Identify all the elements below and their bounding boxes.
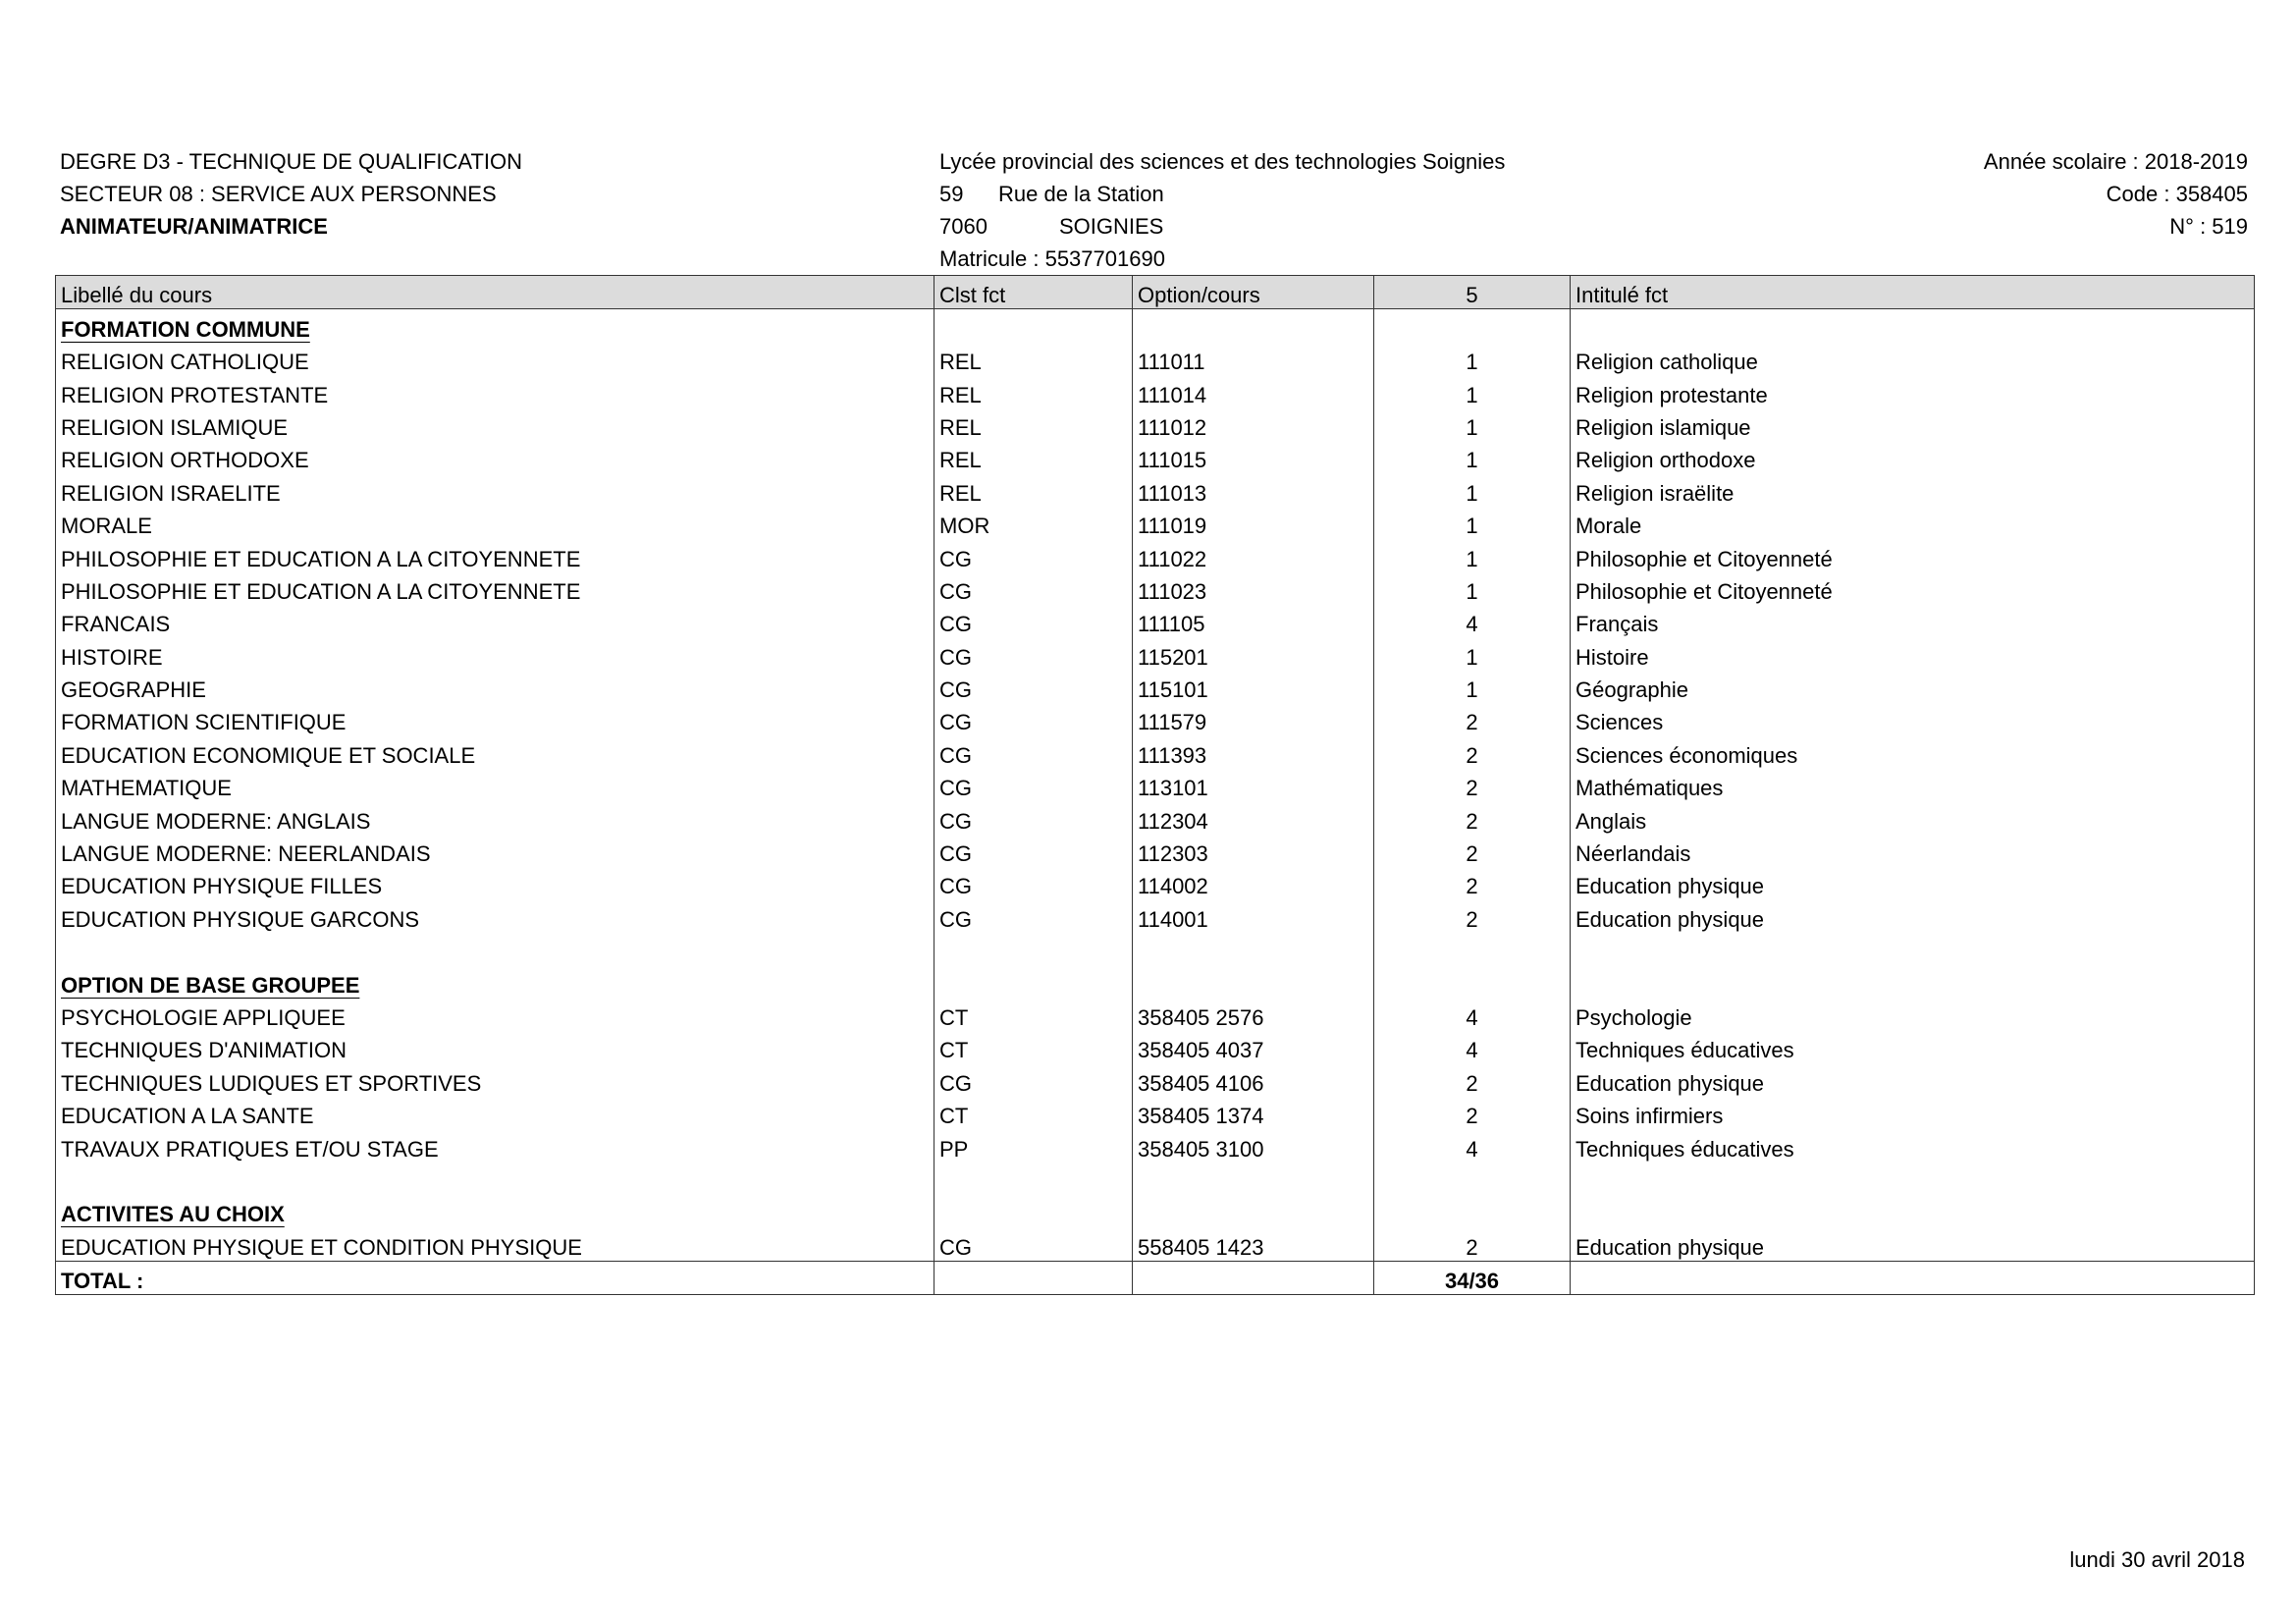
table-row — [56, 999, 2255, 1031]
course-title: Religion catholique — [1571, 343, 2255, 375]
section-title: ACTIVITES AU CHOIX — [61, 1202, 285, 1227]
course-class: CG — [934, 572, 1133, 605]
table-row — [56, 735, 2255, 768]
table-row — [56, 671, 2255, 703]
course-class: REL — [934, 441, 1133, 473]
section-header-row — [56, 1195, 2255, 1227]
course-name: EDUCATION PHYSIQUE FILLES — [56, 867, 934, 899]
course-option: 111014 — [1133, 375, 1374, 407]
course-class: CT — [934, 1097, 1133, 1129]
empty-cell — [934, 1163, 1133, 1195]
course-option: 112303 — [1133, 835, 1374, 867]
course-option: 112304 — [1133, 801, 1374, 834]
course-hours: 1 — [1374, 507, 1571, 539]
empty-cell — [56, 933, 934, 965]
empty-cell — [1133, 965, 1374, 998]
course-option: 113101 — [1133, 769, 1374, 801]
course-hours: 2 — [1374, 899, 1571, 932]
course-title: Religion protestante — [1571, 375, 2255, 407]
course-class: CG — [934, 899, 1133, 932]
course-name: FORMATION SCIENTIFIQUE — [56, 703, 934, 735]
course-hours: 1 — [1374, 671, 1571, 703]
street-number: 59 — [939, 182, 964, 206]
table-row — [56, 867, 2255, 899]
course-name: EDUCATION PHYSIQUE GARCONS — [56, 899, 934, 932]
course-class: CG — [934, 735, 1133, 768]
course-title: Religion israëlite — [1571, 473, 2255, 506]
empty-cell — [934, 309, 1133, 343]
course-name: PHILOSOPHIE ET EDUCATION A LA CITOYENNETE — [56, 539, 934, 571]
empty-cell — [1374, 965, 1571, 998]
course-title: Religion orthodoxe — [1571, 441, 2255, 473]
course-name: GEOGRAPHIE — [56, 671, 934, 703]
table-row — [56, 637, 2255, 670]
course-title: Sciences — [1571, 703, 2255, 735]
course-name: MORALE — [56, 507, 934, 539]
course-title: Education physique — [1571, 1227, 2255, 1261]
degree-label: DEGRE D3 - TECHNIQUE DE QUALIFICATION — [60, 149, 523, 174]
table-row — [56, 408, 2255, 441]
course-title: Histoire — [1571, 637, 2255, 670]
course-class: REL — [934, 343, 1133, 375]
course-option: 111013 — [1133, 473, 1374, 506]
table-row — [56, 605, 2255, 637]
course-hours: 2 — [1374, 1097, 1571, 1129]
empty-cell — [1571, 965, 2255, 998]
header-left — [60, 145, 522, 243]
section-header-cell — [56, 965, 934, 998]
course-title: Géographie — [1571, 671, 2255, 703]
course-class: CG — [934, 1227, 1133, 1261]
table-row — [56, 343, 2255, 375]
col-header-title: Intitulé fct — [1571, 276, 2255, 309]
table-row — [56, 441, 2255, 473]
course-option: 114001 — [1133, 899, 1374, 932]
section-title: OPTION DE BASE GROUPEE — [61, 972, 360, 998]
empty-cell — [1571, 933, 2255, 965]
course-option: 358405 3100 — [1133, 1129, 1374, 1162]
course-option: 114002 — [1133, 867, 1374, 899]
course-option: 111019 — [1133, 507, 1374, 539]
empty-cell — [934, 933, 1133, 965]
course-option: 358405 2576 — [1133, 999, 1374, 1031]
course-title: Psychologie — [1571, 999, 2255, 1031]
empty-cell — [1571, 1261, 2255, 1294]
course-title: Mathématiques — [1571, 769, 2255, 801]
school-info — [939, 145, 1505, 275]
course-hours: 1 — [1374, 637, 1571, 670]
course-option: 358405 4106 — [1133, 1063, 1374, 1096]
course-class: REL — [934, 375, 1133, 407]
total-row — [56, 1261, 2255, 1294]
course-hours: 2 — [1374, 867, 1571, 899]
course-title: Anglais — [1571, 801, 2255, 834]
table-row — [56, 703, 2255, 735]
course-title: Soins infirmiers — [1571, 1097, 2255, 1129]
table-row — [56, 1097, 2255, 1129]
empty-cell — [1133, 1163, 1374, 1195]
course-title: Philosophie et Citoyenneté — [1571, 572, 2255, 605]
school-city-line — [939, 210, 1505, 243]
course-option: 358405 4037 — [1133, 1031, 1374, 1063]
section-title: FORMATION COMMUNE — [61, 316, 310, 342]
course-title: Education physique — [1571, 1063, 2255, 1096]
sector-label: SECTEUR 08 : SERVICE AUX PERSONNES — [60, 182, 497, 206]
course-class: CG — [934, 703, 1133, 735]
course-option: 111105 — [1133, 605, 1374, 637]
course-option: 111579 — [1133, 703, 1374, 735]
number-label: N° : 519 — [2169, 214, 2248, 239]
profession-label: ANIMATEUR/ANIMATRICE — [60, 214, 328, 239]
course-title: Education physique — [1571, 899, 2255, 932]
course-hours: 2 — [1374, 703, 1571, 735]
postal-code: 7060 — [939, 214, 988, 239]
course-name: MATHEMATIQUE — [56, 769, 934, 801]
empty-cell — [934, 1261, 1133, 1294]
school-name: Lycée provincial des sciences et des technologies Soignies — [939, 149, 1506, 174]
total-value: 34/36 — [1374, 1261, 1571, 1294]
course-name: TECHNIQUES D'ANIMATION — [56, 1031, 934, 1063]
table-row — [56, 375, 2255, 407]
street-name: Rue de la Station — [998, 182, 1164, 206]
col-header-hours: 5 — [1374, 276, 1571, 309]
section-header-row — [56, 309, 2255, 343]
matricule-label: Matricule : 5537701690 — [939, 246, 1165, 271]
course-class: CG — [934, 1063, 1133, 1096]
course-class: CG — [934, 801, 1133, 834]
table-header-row — [56, 276, 2255, 309]
section-header-cell — [56, 1195, 934, 1227]
course-class: REL — [934, 473, 1133, 506]
header-right — [1984, 145, 2248, 243]
course-class: CG — [934, 867, 1133, 899]
course-name: RELIGION ISRAELITE — [56, 473, 934, 506]
empty-cell — [1374, 1163, 1571, 1195]
course-option: 358405 1374 — [1133, 1097, 1374, 1129]
course-class: CT — [934, 999, 1133, 1031]
course-title: Religion islamique — [1571, 408, 2255, 441]
course-hours: 1 — [1374, 572, 1571, 605]
table-row — [56, 572, 2255, 605]
footer-date: lundi 30 avril 2018 — [2069, 1547, 2245, 1572]
course-class: PP — [934, 1129, 1133, 1162]
course-name: LANGUE MODERNE: ANGLAIS — [56, 801, 934, 834]
course-name: FRANCAIS — [56, 605, 934, 637]
course-option: 111393 — [1133, 735, 1374, 768]
course-name: PHILOSOPHIE ET EDUCATION A LA CITOYENNETE — [56, 572, 934, 605]
empty-cell — [1133, 933, 1374, 965]
course-name: HISTOIRE — [56, 637, 934, 670]
course-title: Sciences économiques — [1571, 735, 2255, 768]
empty-cell — [1571, 1195, 2255, 1227]
course-title: Néerlandais — [1571, 835, 2255, 867]
empty-cell — [1374, 933, 1571, 965]
course-option: 558405 1423 — [1133, 1227, 1374, 1261]
course-name: PSYCHOLOGIE APPLIQUEE — [56, 999, 934, 1031]
course-name: RELIGION ISLAMIQUE — [56, 408, 934, 441]
course-name: TECHNIQUES LUDIQUES ET SPORTIVES — [56, 1063, 934, 1096]
table-row — [56, 899, 2255, 932]
table-row — [56, 835, 2255, 867]
course-name: EDUCATION PHYSIQUE ET CONDITION PHYSIQUE — [56, 1227, 934, 1261]
course-hours: 1 — [1374, 343, 1571, 375]
table-row — [56, 769, 2255, 801]
empty-cell — [56, 1163, 934, 1195]
col-header-class: Clst fct — [934, 276, 1133, 309]
course-option: 115101 — [1133, 671, 1374, 703]
course-class: CG — [934, 539, 1133, 571]
empty-cell — [1571, 309, 2255, 343]
course-name: RELIGION CATHOLIQUE — [56, 343, 934, 375]
course-hours: 1 — [1374, 408, 1571, 441]
course-class: CG — [934, 671, 1133, 703]
course-class: CG — [934, 637, 1133, 670]
empty-cell — [1571, 1163, 2255, 1195]
course-title: Français — [1571, 605, 2255, 637]
course-hours: 1 — [1374, 375, 1571, 407]
courses-table — [55, 275, 2255, 1295]
empty-cell — [934, 965, 1133, 998]
course-class: MOR — [934, 507, 1133, 539]
city-name: SOIGNIES — [1059, 214, 1164, 239]
course-name: RELIGION PROTESTANTE — [56, 375, 934, 407]
course-option: 111012 — [1133, 408, 1374, 441]
table-row — [56, 473, 2255, 506]
course-class: CG — [934, 605, 1133, 637]
empty-cell — [934, 1195, 1133, 1227]
code-label: Code : 358405 — [2106, 182, 2248, 206]
course-hours: 1 — [1374, 441, 1571, 473]
table-row — [56, 1063, 2255, 1096]
course-hours: 4 — [1374, 999, 1571, 1031]
course-option: 111022 — [1133, 539, 1374, 571]
course-title: Education physique — [1571, 867, 2255, 899]
course-name: RELIGION ORTHODOXE — [56, 441, 934, 473]
course-hours: 4 — [1374, 605, 1571, 637]
course-hours: 4 — [1374, 1031, 1571, 1063]
empty-cell — [1133, 1261, 1374, 1294]
col-header-option: Option/cours — [1133, 276, 1374, 309]
course-hours: 1 — [1374, 539, 1571, 571]
course-name: EDUCATION A LA SANTE — [56, 1097, 934, 1129]
course-hours: 2 — [1374, 835, 1571, 867]
course-option: 111023 — [1133, 572, 1374, 605]
section-header-row — [56, 965, 2255, 998]
table-row — [56, 539, 2255, 571]
course-title: Morale — [1571, 507, 2255, 539]
course-class: CG — [934, 835, 1133, 867]
course-option: 111011 — [1133, 343, 1374, 375]
section-header-cell — [56, 309, 934, 343]
empty-cell — [1374, 1195, 1571, 1227]
course-title: Philosophie et Citoyenneté — [1571, 539, 2255, 571]
spacer-row — [56, 933, 2255, 965]
course-option: 115201 — [1133, 637, 1374, 670]
course-hours: 2 — [1374, 1063, 1571, 1096]
course-hours: 4 — [1374, 1129, 1571, 1162]
empty-cell — [1133, 1195, 1374, 1227]
table-row — [56, 1129, 2255, 1162]
empty-cell — [1133, 309, 1374, 343]
course-option: 111015 — [1133, 441, 1374, 473]
col-header-course: Libellé du cours — [56, 276, 934, 309]
total-label: TOTAL : — [56, 1261, 934, 1294]
school-street-line — [939, 178, 1505, 210]
courses-body — [56, 309, 2255, 1295]
empty-cell — [1374, 309, 1571, 343]
course-class: REL — [934, 408, 1133, 441]
course-hours: 2 — [1374, 735, 1571, 768]
course-hours: 2 — [1374, 1227, 1571, 1261]
course-name: EDUCATION ECONOMIQUE ET SOCIALE — [56, 735, 934, 768]
table-row — [56, 1227, 2255, 1261]
table-row — [56, 507, 2255, 539]
table-row — [56, 801, 2255, 834]
course-title: Techniques éducatives — [1571, 1031, 2255, 1063]
school-year-label: Année scolaire : 2018-2019 — [1983, 149, 2248, 174]
course-class: CG — [934, 769, 1133, 801]
course-name: TRAVAUX PRATIQUES ET/OU STAGE — [56, 1129, 934, 1162]
course-hours: 2 — [1374, 769, 1571, 801]
course-class: CT — [934, 1031, 1133, 1063]
course-name: LANGUE MODERNE: NEERLANDAIS — [56, 835, 934, 867]
course-title: Techniques éducatives — [1571, 1129, 2255, 1162]
table-row — [56, 1031, 2255, 1063]
course-hours: 1 — [1374, 473, 1571, 506]
course-hours: 2 — [1374, 801, 1571, 834]
spacer-row — [56, 1163, 2255, 1195]
